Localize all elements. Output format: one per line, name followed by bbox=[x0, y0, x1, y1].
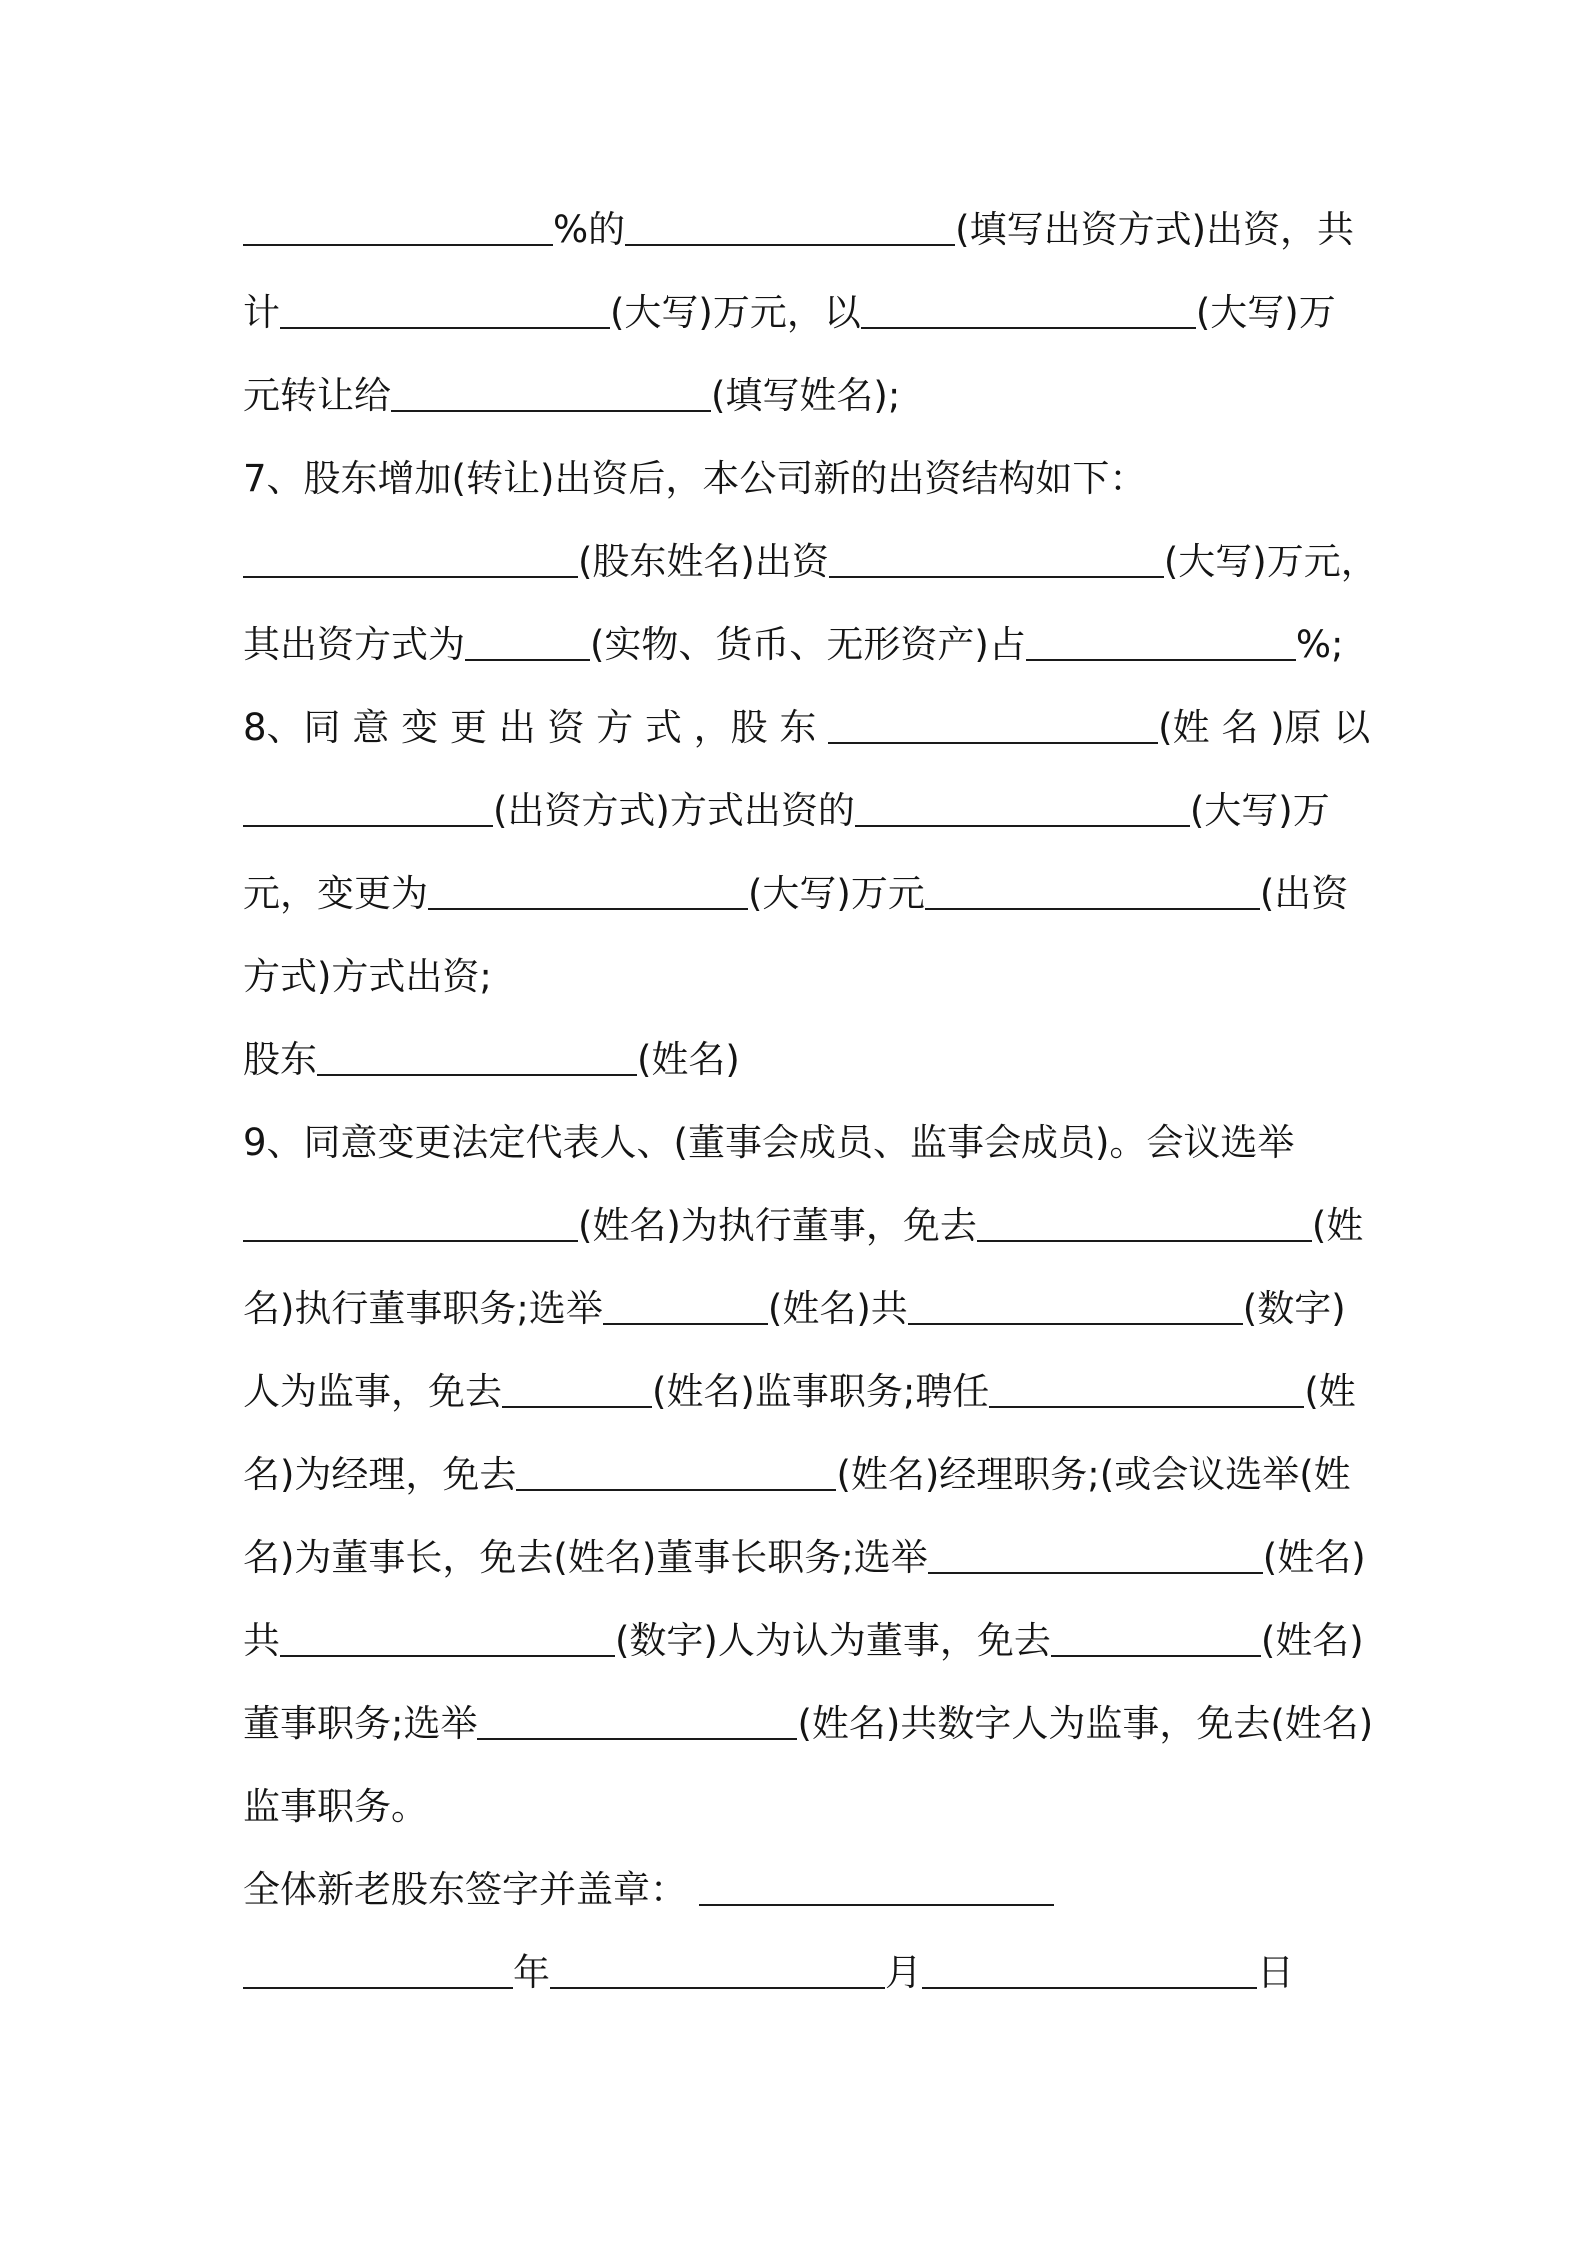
text-segment: (姓 名 )原 以 bbox=[1158, 706, 1371, 749]
fill-blank[interactable] bbox=[1051, 1619, 1261, 1657]
fill-blank[interactable] bbox=[928, 1536, 1263, 1574]
text-line bbox=[243, 615, 1344, 675]
text-segment: 名)为经理，免去 bbox=[243, 1453, 517, 1496]
fill-blank[interactable] bbox=[243, 789, 493, 827]
text-segment: 元，变更为 bbox=[243, 872, 428, 915]
text-segment: 日 bbox=[1257, 1951, 1294, 1994]
text-segment: 董事职务;选举 bbox=[243, 1702, 478, 1745]
fill-blank[interactable] bbox=[925, 872, 1260, 910]
fill-blank[interactable] bbox=[243, 540, 578, 578]
text-segment: 元转让给 bbox=[243, 374, 391, 417]
fill-blank[interactable] bbox=[243, 1204, 578, 1242]
text-line bbox=[243, 1528, 1366, 1588]
text-segment: (出资 bbox=[1259, 872, 1349, 915]
fill-blank[interactable] bbox=[550, 1951, 885, 1989]
fill-blank[interactable] bbox=[908, 1287, 1243, 1325]
fill-blank[interactable] bbox=[603, 1287, 768, 1325]
text-line bbox=[243, 1777, 428, 1837]
text-line bbox=[243, 1860, 1054, 1920]
text-line bbox=[243, 781, 1330, 841]
text-segment: (姓名) bbox=[1260, 1619, 1364, 1662]
text-line bbox=[243, 1611, 1364, 1671]
text-segment: 9、同意变更法定代表人、(董事会成员、监事会成员)。会议选举 bbox=[243, 1121, 1295, 1164]
fill-blank[interactable] bbox=[428, 872, 748, 910]
text-segment: (大写)万元 bbox=[748, 872, 925, 915]
fill-blank[interactable] bbox=[922, 1951, 1257, 1989]
text-segment: (姓名) bbox=[637, 1038, 740, 1081]
text-segment: 股东 bbox=[243, 1038, 317, 1081]
fill-blank[interactable] bbox=[465, 623, 590, 661]
fill-blank[interactable] bbox=[317, 1038, 637, 1076]
fill-blank[interactable] bbox=[625, 208, 955, 246]
text-line bbox=[243, 1362, 1356, 1422]
text-line bbox=[243, 1694, 1373, 1754]
fill-blank[interactable] bbox=[699, 1868, 1054, 1906]
fill-blank[interactable] bbox=[280, 291, 610, 329]
text-segment: (数字) bbox=[1242, 1287, 1346, 1330]
text-segment: 人为监事，免去 bbox=[243, 1370, 502, 1413]
text-segment: (股东姓名)出资 bbox=[578, 540, 829, 583]
fill-blank[interactable] bbox=[280, 1619, 615, 1657]
text-line bbox=[243, 1279, 1346, 1339]
text-segment: (填写出资方式)出资，共 bbox=[955, 208, 1355, 251]
fill-blank[interactable] bbox=[516, 1453, 836, 1491]
text-segment: (姓名)为执行董事，免去 bbox=[578, 1204, 977, 1247]
text-line bbox=[243, 532, 1378, 592]
fill-blank[interactable] bbox=[855, 789, 1190, 827]
text-line bbox=[243, 366, 900, 426]
text-line bbox=[243, 1445, 1351, 1505]
text-line bbox=[243, 449, 1146, 509]
text-segment: 监事职务。 bbox=[243, 1785, 428, 1828]
text-segment: 名)为董事长，免去(姓名)董事长职务;选举 bbox=[243, 1536, 928, 1579]
text-segment: (数字)人为认为董事，免去 bbox=[615, 1619, 1051, 1662]
text-segment: %; bbox=[1295, 623, 1344, 666]
text-line bbox=[243, 1196, 1363, 1256]
text-segment: (出资方式)方式出资的 bbox=[493, 789, 855, 832]
text-line bbox=[243, 947, 492, 1007]
fill-blank[interactable] bbox=[502, 1370, 652, 1408]
text-segment: (大写)万 bbox=[1195, 291, 1336, 334]
text-segment: (姓名)共数字人为监事，免去(姓名) bbox=[797, 1702, 1374, 1745]
fill-blank[interactable] bbox=[477, 1702, 797, 1740]
text-line bbox=[243, 283, 1336, 343]
text-segment: 其出资方式为 bbox=[243, 623, 465, 666]
fill-blank[interactable] bbox=[243, 1951, 513, 1989]
fill-blank[interactable] bbox=[861, 291, 1196, 329]
text-segment: %的 bbox=[553, 208, 626, 251]
text-segment: (姓名)经理职务;(或会议选举(姓 bbox=[836, 1453, 1351, 1496]
text-segment: (实物、货币、无形资产)占 bbox=[590, 623, 1026, 666]
text-segment: (大写)万元， bbox=[1163, 540, 1378, 583]
text-line bbox=[243, 698, 1370, 758]
text-segment: 8、同 意 变 更 出 资 方 式 ，股 东 bbox=[243, 706, 829, 749]
fill-blank[interactable] bbox=[243, 208, 553, 246]
text-segment: (大写)万 bbox=[1189, 789, 1330, 832]
text-segment: 月 bbox=[885, 1951, 922, 1994]
text-line bbox=[243, 1113, 1294, 1173]
text-segment: 方式)方式出资; bbox=[243, 955, 492, 998]
fill-blank[interactable] bbox=[989, 1370, 1304, 1408]
text-segment: (填写姓名); bbox=[711, 374, 901, 417]
text-line bbox=[243, 864, 1348, 924]
text-segment: (姓 bbox=[1311, 1204, 1364, 1247]
text-line bbox=[243, 1943, 1294, 2003]
text-line bbox=[243, 1030, 740, 1090]
text-segment: 名)执行董事职务;选举 bbox=[243, 1287, 603, 1330]
fill-blank[interactable] bbox=[828, 706, 1158, 744]
text-segment: 年 bbox=[513, 1951, 550, 1994]
text-segment: 全体新老股东签字并盖章： bbox=[243, 1868, 699, 1911]
text-segment: (姓名)共 bbox=[767, 1287, 908, 1330]
fill-blank[interactable] bbox=[829, 540, 1164, 578]
text-segment: (姓 bbox=[1304, 1370, 1356, 1413]
fill-blank[interactable] bbox=[977, 1204, 1312, 1242]
text-line bbox=[243, 200, 1354, 260]
text-segment: (姓名) bbox=[1262, 1536, 1366, 1579]
text-segment: (大写)万元，以 bbox=[610, 291, 861, 334]
text-segment: (姓名)监事职务;聘任 bbox=[652, 1370, 990, 1413]
text-segment: 计 bbox=[243, 291, 280, 334]
fill-blank[interactable] bbox=[391, 374, 711, 412]
text-segment: 共 bbox=[243, 1619, 280, 1662]
text-segment: 7、股东增加(转让)出资后，本公司新的出资结构如下： bbox=[243, 457, 1147, 500]
fill-blank[interactable] bbox=[1026, 623, 1296, 661]
